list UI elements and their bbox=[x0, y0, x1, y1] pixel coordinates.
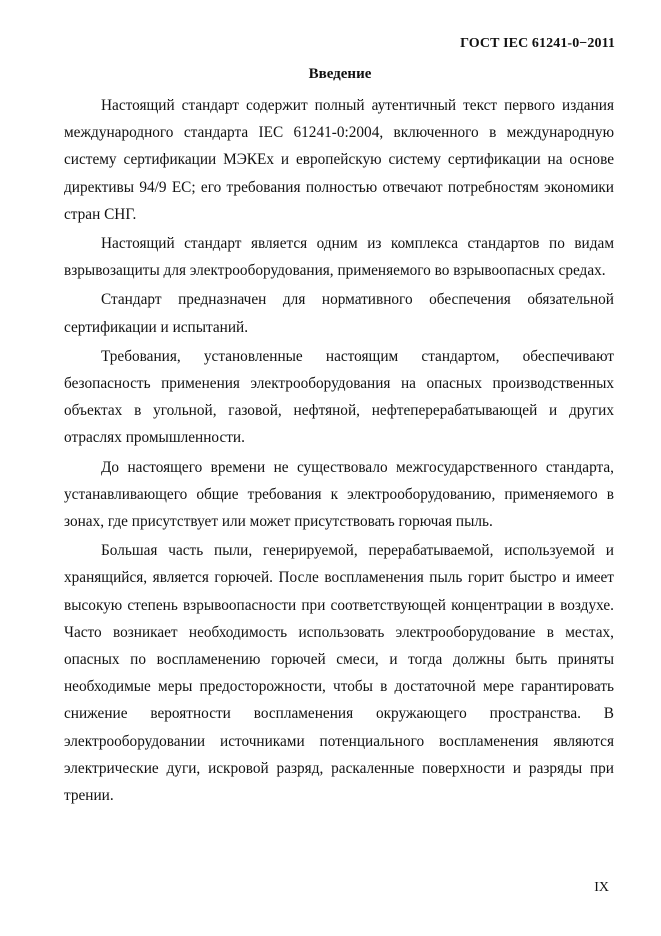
paragraph-2: Настоящий стандарт является одним из комплекса стандартов по видам взрывозащиты для электрооборудования, применяемого во взрывоопасных средах. bbox=[64, 235, 614, 280]
paragraph-4: Требования, установленные настоящим стандартом, обеспечивают безопасность применения электрооборудования на опасных производственных объектах в угольной, газовой, нефтяной, нефтеперерабатывающей и других отраслях промышленности. bbox=[64, 347, 614, 447]
paragraph-3: Стандарт предназначен для нормативного обеспечения обязательной сертификации и испытаний. bbox=[64, 291, 614, 336]
section-title: Введение bbox=[308, 66, 372, 82]
body-text bbox=[64, 92, 614, 811]
standard-code-header: ГОСТ IEC 61241-0−2011 bbox=[460, 36, 615, 51]
paragraph-5: До настоящего времени не существовало межгосударственного стандарта, устанавливающего общие требования к электрооборудованию, применяемого в зонах, где присутствует или может присутствовать горючая пыль. bbox=[64, 458, 614, 531]
paragraph-1: Настоящий стандарт содержит полный аутентичный текст первого издания международного стандарта IEC 61241-0:2004, включенного в международную систему сертификации МЭКЕх и европейскую систему сертификации на основе директивы 94/9 ЕС; его требования полностью отвечают потребностям экономики стран СНГ. bbox=[64, 97, 614, 223]
page-number: IX bbox=[594, 880, 609, 895]
paragraph-6: Большая часть пыли, генерируемой, перерабатываемой, используемой и хранящийся, является горючей. После воспламенения пыль горит быстро и имеет высокую степень взрывоопасности при соответствующей концентрации в воздухе. Часто возникает необходимость использовать электрооборудование в местах, опасных по воспламенению горючей смеси, и тогда должны быть приняты необходимые меры предосторожности, чтобы в достаточной мере гарантировать снижение вероятности воспламенения окружающего пространства. В электрооборудовании источниками потенциального воспламенения являются электрические дуги, искровой разряд, раскаленные поверхности и разряды при трении. bbox=[64, 542, 614, 805]
